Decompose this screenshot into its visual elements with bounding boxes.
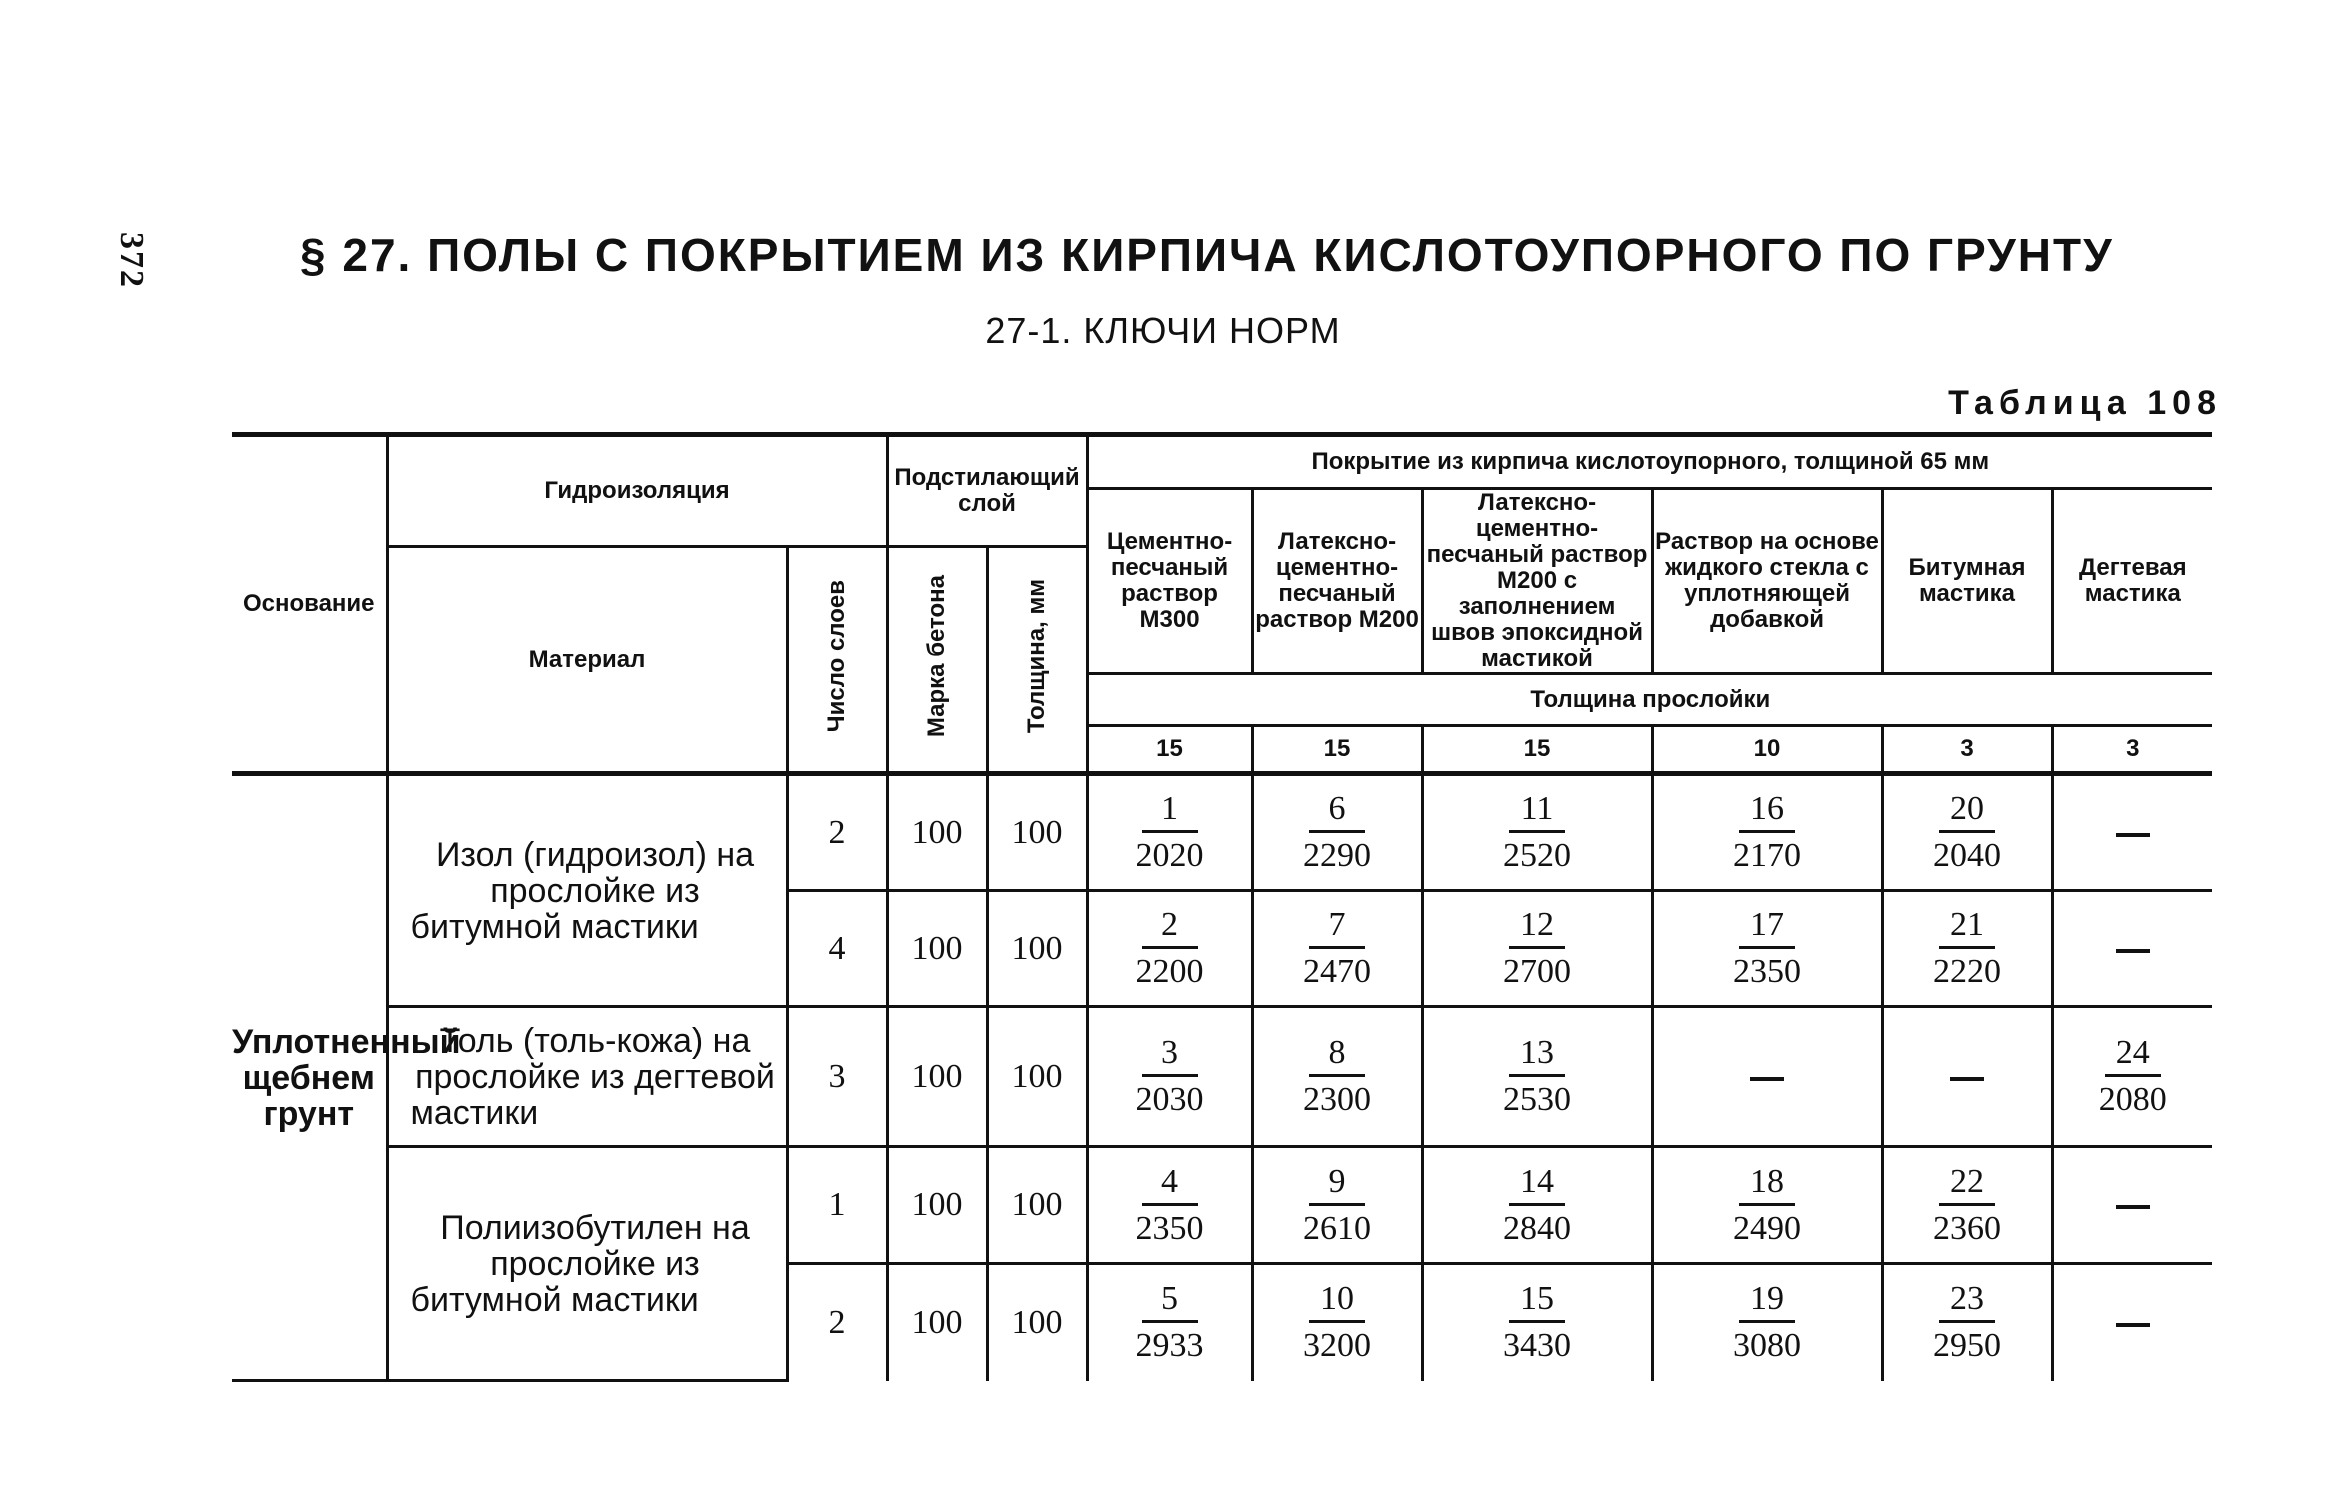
empty-dash	[2116, 833, 2150, 837]
interlayer-thickness-5: 3	[1882, 726, 2052, 774]
thickness-cell: 100	[987, 1147, 1087, 1264]
norm-key-fraction	[1933, 790, 2001, 875]
table-body	[232, 774, 2212, 1381]
norm-number: 23	[1939, 1280, 1995, 1323]
layers-cell: 2	[787, 774, 887, 891]
table-row	[232, 774, 2212, 891]
norm-key-fraction	[1136, 1034, 1204, 1119]
norm-value: 2080	[2098, 1081, 2167, 1118]
grade-cell: 100	[887, 1147, 987, 1264]
norm-value: 2700	[1503, 953, 1572, 990]
norm-number: 8	[1309, 1034, 1365, 1077]
norm-value: 2610	[1303, 1209, 1372, 1247]
norm-number: 20	[1939, 790, 1995, 833]
interlayer-thickness-4: 10	[1652, 726, 1882, 774]
norms-table	[232, 432, 2212, 1382]
header-base: Основание	[232, 435, 387, 774]
norm-number: 4	[1142, 1163, 1198, 1206]
norm-key-cell	[1882, 1007, 2052, 1147]
norm-key-cell	[1882, 1147, 2052, 1264]
header-layers-cell	[787, 547, 887, 774]
norm-key-fraction	[1733, 1163, 1801, 1248]
norm-key-fraction	[1503, 906, 1571, 991]
norm-key-fraction	[1303, 906, 1371, 991]
norm-key-cell	[1252, 1147, 1422, 1264]
norm-key-cell	[2052, 774, 2212, 891]
norm-key-fraction	[1933, 906, 2001, 991]
norm-key-cell	[1422, 1264, 1652, 1381]
norm-number: 9	[1309, 1163, 1365, 1206]
norm-value: 2200	[1135, 953, 1204, 990]
header-layers: Число слоев	[823, 580, 850, 733]
norm-number: 12	[1509, 906, 1565, 949]
norm-key-cell	[1882, 891, 2052, 1007]
norm-number: 10	[1309, 1280, 1365, 1323]
header-waterproofing: Гидроизоляция	[387, 435, 887, 547]
norm-key-cell	[1422, 1007, 1652, 1147]
layers-cell: 3	[787, 1007, 887, 1147]
norm-value: 2490	[1733, 1209, 1802, 1247]
norm-key-cell	[2052, 1007, 2212, 1147]
page-number: 372	[113, 232, 150, 289]
header-underlay: Подстилающий слой	[887, 435, 1087, 547]
interlayer-thickness-1: 15	[1087, 726, 1252, 774]
header-grade-cell	[887, 547, 987, 774]
base-cell: Уплотненный щебнем грунт	[232, 774, 387, 1381]
norm-value: 2220	[1933, 953, 2002, 990]
norm-key-cell	[1422, 1147, 1652, 1264]
norm-value: 2040	[1933, 837, 2002, 874]
norm-key-cell	[1882, 774, 2052, 891]
table-row	[232, 1147, 2212, 1264]
header-mortar-3: Латексно-цементно-песчаный раствор М200 с заполнением швов эпоксидной мастикой	[1422, 489, 1652, 674]
subsection-title: 27-1. КЛЮЧИ НОРМ	[985, 310, 1341, 351]
norm-key-fraction	[1136, 906, 1204, 991]
layers-cell: 1	[787, 1147, 887, 1264]
empty-dash	[2116, 1205, 2150, 1209]
norm-value: 2530	[1503, 1081, 1572, 1118]
thickness-cell: 100	[987, 891, 1087, 1007]
norm-key-fraction	[1503, 1280, 1571, 1365]
norm-key-fraction	[1303, 790, 1371, 875]
norm-number: 7	[1309, 906, 1365, 949]
header-interlayer-thickness: Толщина прослойки	[1087, 674, 2212, 726]
norm-number: 15	[1509, 1280, 1565, 1323]
norm-number: 21	[1939, 906, 1995, 949]
interlayer-thickness-2: 15	[1252, 726, 1422, 774]
norm-key-cell	[1087, 1264, 1252, 1381]
norm-key-cell	[1087, 1007, 1252, 1147]
norm-key-cell	[1087, 774, 1252, 891]
norm-value: 2470	[1303, 953, 1372, 990]
norm-key-cell	[1422, 891, 1652, 1007]
material-cell: Толь (толь-кожа) на прослойке из дегтевой мастики	[387, 1007, 787, 1147]
norm-number: 17	[1739, 906, 1795, 949]
norm-key-cell	[1252, 1264, 1422, 1381]
norm-key-cell	[1252, 774, 1422, 891]
norm-value: 2300	[1303, 1081, 1372, 1118]
header-material: Материал	[387, 547, 787, 774]
norm-key-cell	[2052, 1264, 2212, 1381]
norm-value: 2950	[1933, 1327, 2002, 1365]
norm-key-cell	[1422, 774, 1652, 891]
norm-value: 3430	[1503, 1327, 1572, 1365]
norm-key-cell	[1087, 891, 1252, 1007]
header-mortar-2: Латексно-цементно-песчаный раствор М200	[1252, 489, 1422, 674]
norm-key-cell	[1652, 1147, 1882, 1264]
norm-key-fraction	[1933, 1163, 2001, 1248]
header-thickness: Толщина, мм	[1023, 579, 1051, 734]
norm-value: 2350	[1733, 953, 1802, 990]
norm-number: 19	[1739, 1280, 1795, 1323]
norm-value: 2020	[1135, 837, 1204, 874]
thickness-cell: 100	[987, 774, 1087, 891]
norm-value: 2933	[1135, 1327, 1204, 1365]
norm-value: 2170	[1733, 837, 1802, 874]
header-concrete-grade: Марка бетона	[923, 575, 951, 738]
material-cell: Изол (гидроизол) на прослойке из битумной мастики	[387, 774, 787, 1007]
norm-key-fraction	[1136, 790, 1204, 875]
grade-cell: 100	[887, 891, 987, 1007]
grade-cell: 100	[887, 774, 987, 891]
norm-value: 2030	[1135, 1081, 1204, 1118]
norm-number: 14	[1509, 1163, 1565, 1206]
norm-key-fraction	[2099, 1034, 2167, 1119]
material-cell: Полиизобутилен на прослойке из битумной мастики	[387, 1147, 787, 1381]
norm-key-cell	[1252, 891, 1422, 1007]
header-mortar-6: Дегтевая мастика	[2052, 489, 2212, 674]
norm-value: 3080	[1733, 1327, 1802, 1365]
norm-key-fraction	[1136, 1163, 1204, 1248]
norm-key-fraction	[1303, 1280, 1371, 1365]
norm-number: 11	[1509, 790, 1565, 833]
norm-value: 2840	[1503, 1209, 1572, 1247]
norm-key-cell	[2052, 1147, 2212, 1264]
norm-key-fraction	[1733, 790, 1801, 875]
norm-key-cell	[1652, 1007, 1882, 1147]
norm-key-fraction	[1503, 790, 1571, 875]
thickness-cell: 100	[987, 1007, 1087, 1147]
norm-key-cell	[1087, 1147, 1252, 1264]
norm-key-fraction	[1733, 1280, 1801, 1365]
grade-cell: 100	[887, 1264, 987, 1381]
interlayer-thickness-3: 15	[1422, 726, 1652, 774]
table-row	[232, 1007, 2212, 1147]
norm-number: 22	[1939, 1163, 1995, 1206]
norm-key-cell	[2052, 891, 2212, 1007]
header-mortar-1: Цементно-песчаный раствор М300	[1087, 489, 1252, 674]
header-thickness-cell	[987, 547, 1087, 774]
header-mortar-5: Битумная мастика	[1882, 489, 2052, 674]
norm-key-cell	[1882, 1264, 2052, 1381]
layers-cell: 4	[787, 891, 887, 1007]
norm-number: 13	[1509, 1034, 1565, 1077]
norm-key-fraction	[1733, 906, 1801, 991]
norm-value: 2360	[1933, 1209, 2002, 1247]
section-title: § 27. ПОЛЫ С ПОКРЫТИЕМ ИЗ КИРПИЧА КИСЛОТОУПОРНОГО ПО ГРУНТУ	[300, 229, 2114, 281]
norm-value: 2520	[1503, 837, 1572, 874]
norm-value: 2290	[1303, 837, 1372, 874]
header-coating: Покрытие из кирпича кислотоупорного, толщиной 65 мм	[1087, 435, 2212, 489]
norm-key-cell	[1652, 1264, 1882, 1381]
norm-value: 3200	[1303, 1327, 1372, 1365]
norm-number: 6	[1309, 790, 1365, 833]
interlayer-thickness-6: 3	[2052, 726, 2212, 774]
empty-dash	[2116, 1323, 2150, 1327]
norm-key-fraction	[1136, 1280, 1204, 1365]
norm-key-fraction	[1303, 1034, 1371, 1119]
norm-number: 16	[1739, 790, 1795, 833]
empty-dash	[1950, 1077, 1984, 1081]
norm-key-cell	[1652, 891, 1882, 1007]
norm-key-cell	[1652, 774, 1882, 891]
header-mortar-4: Раствор на основе жидкого стекла с уплотняющей добавкой	[1652, 489, 1882, 674]
norm-number: 3	[1142, 1034, 1198, 1077]
empty-dash	[2116, 949, 2150, 953]
norm-number: 5	[1142, 1280, 1198, 1323]
empty-dash	[1750, 1077, 1784, 1081]
grade-cell: 100	[887, 1007, 987, 1147]
norm-key-fraction	[1503, 1034, 1571, 1119]
norm-key-fraction	[1933, 1280, 2001, 1365]
norm-key-fraction	[1503, 1163, 1571, 1248]
norm-key-cell	[1252, 1007, 1422, 1147]
thickness-cell: 100	[987, 1264, 1087, 1381]
norm-number: 18	[1739, 1163, 1795, 1206]
norm-number: 1	[1142, 790, 1198, 833]
norm-number: 2	[1142, 906, 1198, 949]
norm-number: 24	[2105, 1034, 2161, 1077]
layers-cell: 2	[787, 1264, 887, 1381]
table-label: Таблица 108	[1948, 384, 2222, 422]
norm-key-fraction	[1303, 1163, 1371, 1248]
norm-value: 2350	[1135, 1209, 1204, 1247]
